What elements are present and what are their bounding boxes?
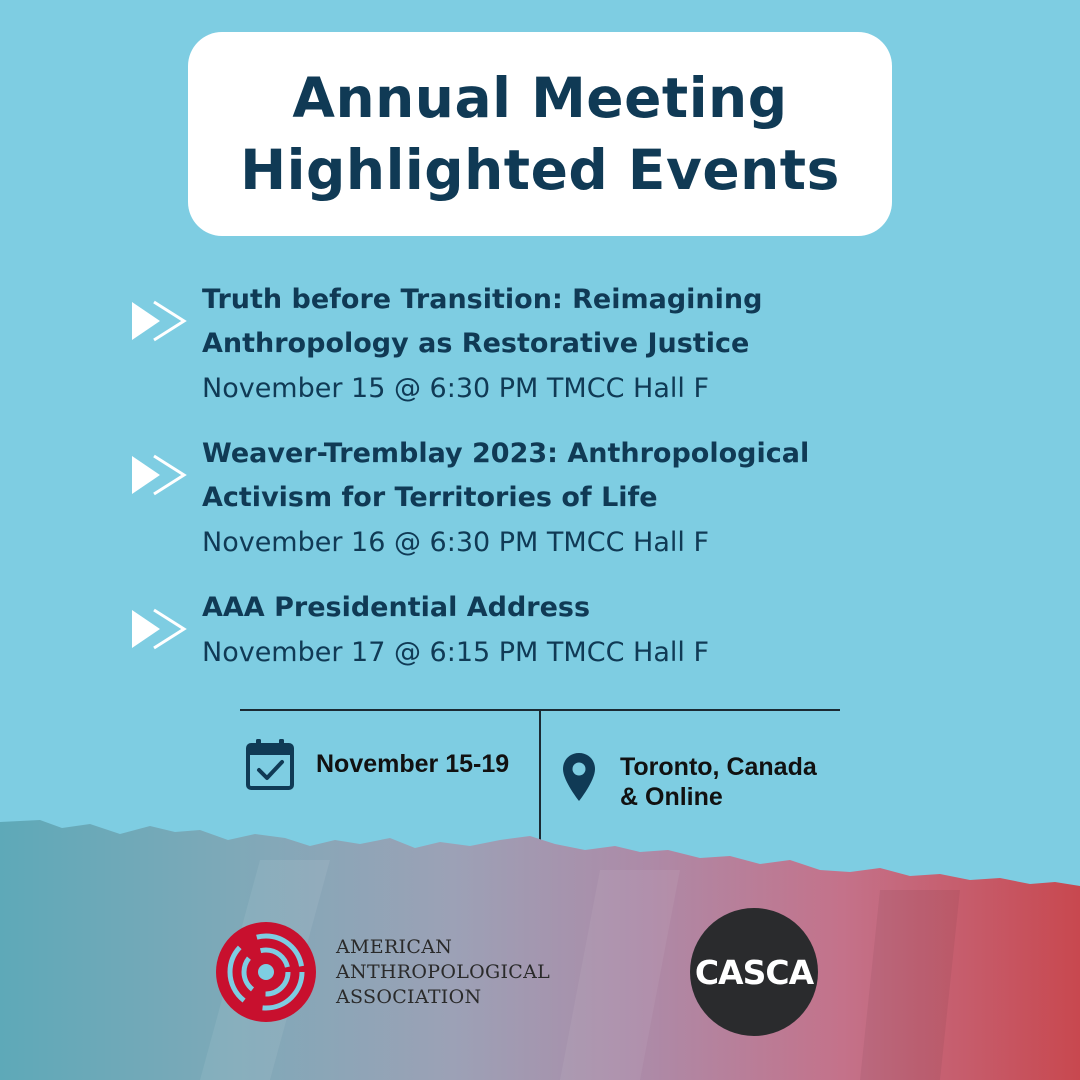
- aaa-name-line-3: ASSOCIATION: [336, 985, 482, 1008]
- event-title: AAA Presidential Address: [202, 592, 591, 623]
- meeting-dates: [246, 738, 509, 790]
- double-chevron-right-icon: [130, 606, 188, 652]
- meeting-dates-label: November 15-19: [316, 749, 510, 778]
- double-chevron-right-icon: [130, 298, 188, 344]
- event-datetime: November 15 @ 6:30 PM TMCC Hall F: [202, 373, 709, 404]
- title-card: [188, 32, 892, 236]
- page-title-line-1: Annual Meeting: [292, 66, 788, 130]
- aaa-name-line-2: ANTHROPOLOGICAL: [336, 960, 551, 983]
- casca-logo: [690, 908, 818, 1036]
- event-title: Activism for Territories of Life: [202, 482, 658, 513]
- aaa-spiral-logo-icon: [212, 918, 320, 1026]
- event-datetime: November 16 @ 6:30 PM TMCC Hall F: [202, 527, 709, 558]
- event-title: Truth before Transition: Reimagining: [202, 284, 763, 315]
- event-title: Anthropology as Restorative Justice: [202, 328, 750, 359]
- aaa-name-line-1: AMERICAN: [336, 935, 453, 958]
- location-line-2: & Online: [620, 783, 723, 811]
- event-title: Weaver-Tremblay 2023: Anthropological: [202, 438, 810, 469]
- event-item: [130, 278, 950, 412]
- aaa-logo: [212, 918, 550, 1026]
- casca-logo-text: CASCA: [694, 952, 814, 992]
- map-pin-icon: [562, 752, 596, 802]
- event-item: [130, 586, 950, 676]
- calendar-check-icon: [246, 738, 294, 790]
- page-title-line-2: Highlighted Events: [240, 138, 840, 202]
- double-chevron-right-icon: [130, 452, 188, 498]
- location-line-1: Toronto, Canada: [620, 753, 817, 781]
- event-datetime: November 17 @ 6:15 PM TMCC Hall F: [202, 637, 709, 668]
- event-item: [130, 432, 950, 566]
